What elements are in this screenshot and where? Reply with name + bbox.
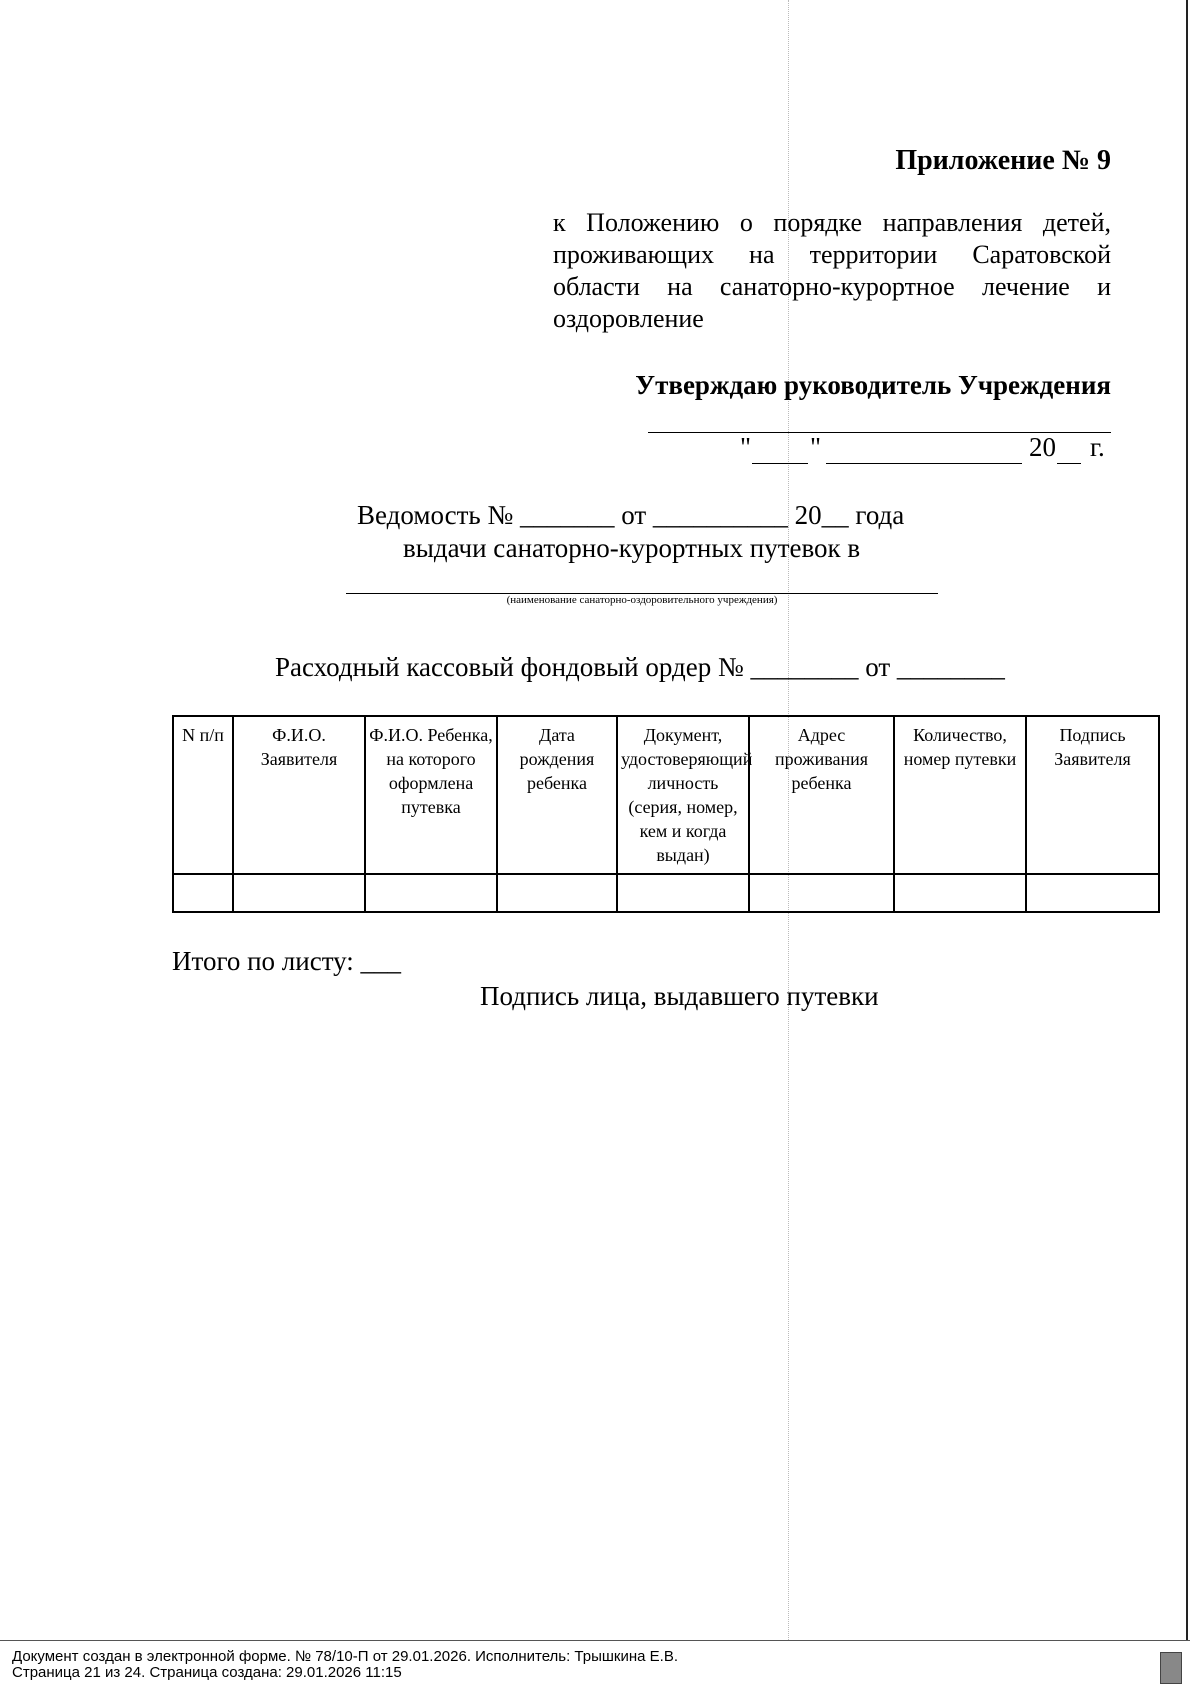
header-number: N п/п [173,716,233,874]
table-row [173,874,1159,912]
footer-line-2: Страница 21 из 24. Страница создана: 29.01.2026 11:15 [12,1664,402,1681]
approval-quote-open: " [740,432,752,462]
approval-date-row [738,432,1111,466]
approval-month-line [826,463,1022,464]
approval-year-line [1057,463,1081,464]
table-cell[interactable] [617,874,749,912]
header-child-address: Адрес проживания ребенка [749,716,894,874]
page-border-right [1186,0,1188,1640]
institution-caption: (наименование санаторно-оздоровительного учреждения) [506,594,778,606]
header-child-birthdate: Дата рождения ребенка [497,716,617,874]
table-cell[interactable] [365,874,497,912]
approval-day-line [752,463,808,464]
approval-quote-close: " [810,432,822,462]
table-cell[interactable] [173,874,233,912]
approval-year-prefix: 20 [1029,432,1056,462]
approval-year-suffix: г. [1090,432,1105,462]
statement-title: Ведомость № _______ от __________ 20__ года [357,500,905,530]
table-cell[interactable] [749,874,894,912]
page-border-bottom [0,1640,1190,1641]
footer-line-1: Документ создан в электронной форме. № 78/10-П от 29.01.2026. Исполнитель: Трышкина Е.В. [12,1648,678,1665]
table-header-row [173,716,1159,874]
appendix-title: Приложение № 9 [895,145,1111,176]
seal-icon [1160,1652,1182,1684]
table-cell[interactable] [233,874,365,912]
table-cell[interactable] [1026,874,1159,912]
header-applicant-signature: Подпись Заявителя [1026,716,1159,874]
statement-subtitle: выдачи санаторно-курортных путевок в [403,533,861,563]
header-identity-document: Документ, удостоверяющий личность (серия, номер, кем и когда выдан) [617,716,749,874]
table-cell[interactable] [497,874,617,912]
header-voucher-count: Количество, номер путевки [894,716,1026,874]
document-footer [12,1649,678,1681]
header-applicant-name: Ф.И.О. Заявителя [233,716,365,874]
approval-title: Утверждаю руководитель Учреждения [635,370,1111,400]
issuer-signature-label: Подпись лица, выдавшего путевки [480,981,879,1011]
table-cell[interactable] [894,874,1026,912]
appendix-subtitle: к Положению о порядке направления детей, проживающих на территории Саратовской области на санаторно-курортное лечение и оздоровление [553,208,1111,333]
cash-order-line: Расходный кассовый фондовый ордер № ________ от ________ [275,652,1005,682]
sheet-total: Итого по листу: ___ [172,946,402,976]
issue-table [172,715,1160,913]
header-child-name: Ф.И.О. Ребенка, на которого оформлена путевка [365,716,497,874]
